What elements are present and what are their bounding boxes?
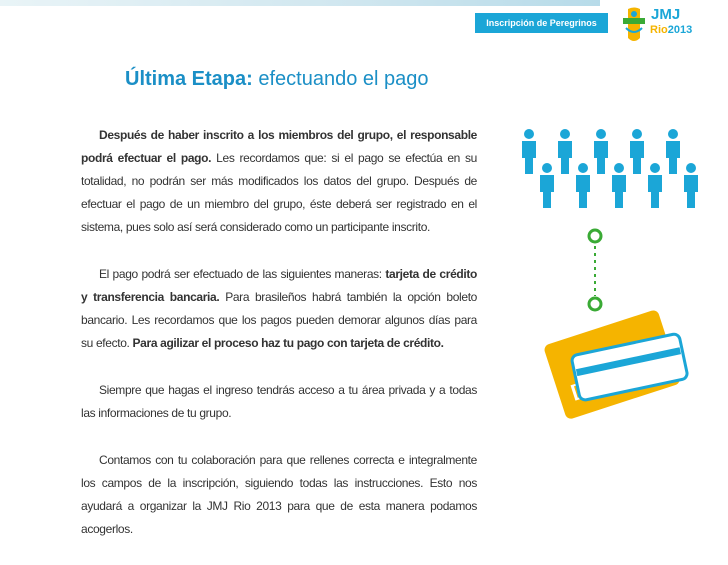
paragraph-1-segment: Después de haber inscrito a los miembros del grupo, el responsable podrá efectuar el pago. <box>81 128 477 165</box>
paragraph-1-segment: Les recordamos que: si el pago se efectúa en su totalidad, no podrán ser más modificados los datos del grupo. Después de efectuar el pago de un miembro del grupo, éste deberá ser registrado en el sistema, pues solo así será considerado como un participante inscrito. <box>81 151 477 234</box>
person-icon <box>612 163 626 208</box>
credit-card-icon <box>543 309 688 420</box>
paragraph-3 <box>81 379 477 425</box>
header-stripe <box>0 0 600 6</box>
person-icon <box>648 163 662 208</box>
logo-jmj-text: JMJ <box>651 6 681 23</box>
paragraph-2-segment: El pago podrá ser efectuado de las siguientes maneras: <box>99 267 386 281</box>
title-rest: efectuando el pago <box>252 68 429 90</box>
logo-year: 2013 <box>667 24 693 36</box>
section-tag: Inscripción de Peregrinos <box>475 13 608 33</box>
page-title <box>125 68 429 91</box>
body-text <box>81 124 477 565</box>
paragraph-4-segment: Contamos con tu colaboración para que rellenes correcta e integralmente los campos de la inscripción, siguiendo todas las instrucciones. Esto nos ayudará a organizar la JMJ Rio 2013 para que de esta manera podamos acogerlos. <box>81 453 477 536</box>
person-icon <box>594 129 608 174</box>
paragraph-2 <box>81 263 477 355</box>
top-bar <box>0 0 728 34</box>
paragraph-2-segment: Para brasileños habrá también la opción boleto bancario. Les recordamos que los pagos pueden demorar algunos días para su efecto. <box>81 290 478 350</box>
person-icon <box>666 129 680 174</box>
person-icon <box>540 163 554 208</box>
paragraph-3-segment: Siempre que hagas el ingreso tendrás acceso a tu área privada y a todas las informaciones de tu grupo. <box>81 383 477 420</box>
logo-rio-text <box>650 24 692 36</box>
paragraph-1 <box>81 124 477 239</box>
paragraph-2-segment: Para agilizar el proceso haz tu pago con tarjeta de crédito. <box>132 336 444 350</box>
person-icon <box>558 129 572 174</box>
payment-illustration <box>515 120 700 440</box>
paragraph-2-segment: tarjeta de crédito y transferencia bancaria. <box>81 267 477 304</box>
person-icon <box>684 163 698 208</box>
person-icon <box>522 129 536 174</box>
logo-rio-word: Rio <box>650 24 668 36</box>
paragraph-4 <box>81 449 477 541</box>
person-icon <box>630 129 644 174</box>
person-icon <box>576 163 590 208</box>
connector-line <box>589 230 601 310</box>
people-group-icon <box>522 129 698 208</box>
title-highlight: Última Etapa: <box>125 68 253 90</box>
